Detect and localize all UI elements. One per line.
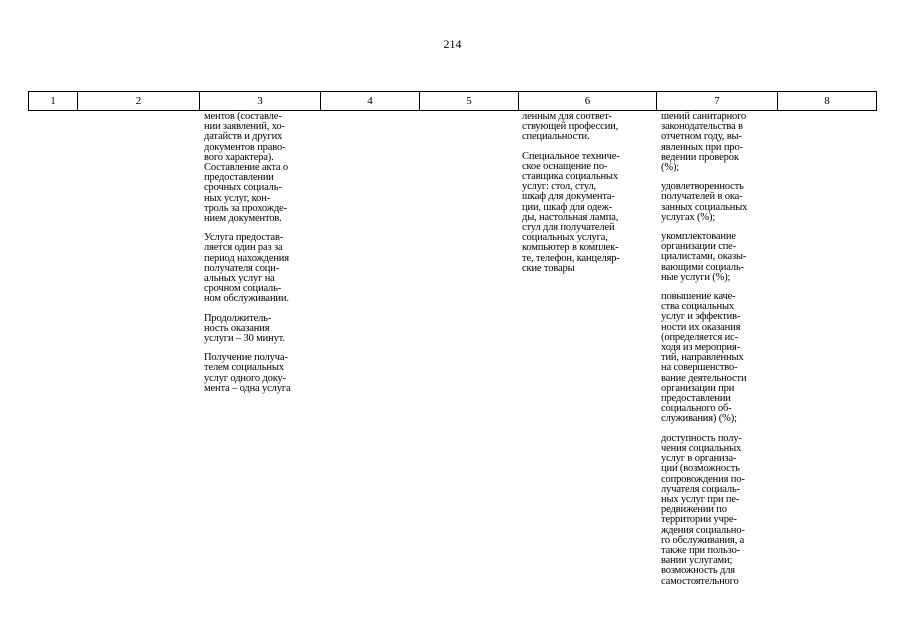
column-header-4: 4 (321, 92, 420, 110)
column-7-content (661, 112, 777, 596)
column-header-7: 7 (657, 92, 778, 110)
table-header-row (28, 91, 877, 111)
col7-paragraph: удовлетворенность получателей в ока- занных социальных услугах (%); (661, 181, 748, 223)
col3-paragraph: ментов (составле- нии заявлений, хо- датайств и других документов право- вого характера). Составление акта о предоставлении срочных социаль- ных услуг, кон- троль за прохожде- нием документов. (204, 111, 288, 225)
col6-paragraph: ленным для соответ- ствующей профессии, специальности. (522, 111, 619, 143)
column-header-8: 8 (824, 95, 830, 107)
col3-paragraph: Услуга предостав- ляется один раз за период нахождения получателя соци- альных услуг на срочном социаль- ном обслуживании. (204, 232, 289, 305)
col6-paragraph: Специальное техниче- ское оснащение по- ставщика социальных услуг: стол, стул, шкаф для документа- ции, шкаф для одеж- ды, настольная лампа, стул для получателей социальных услуга, компьютер в комплек- те, телефон, канцеляр- ские товары (522, 150, 620, 274)
column-header-1: 1 (29, 92, 78, 110)
col7-paragraph: доступность полу- чения социальных услуг в организа- ции (возможность сопровождения по- лучателя социаль- ных услуг при пе- редвижении по территории учре- ждения социально- го обслуживания, а также при пользо- вании услугами; возможность для самостоятельного (661, 432, 745, 587)
column-header-2: 2 (78, 92, 200, 110)
col7-paragraph: шений санитарного законодательства в отчетном году, вы- явленных при про- ведении проверок (%); (661, 111, 747, 174)
column-header-6: 6 (519, 92, 657, 110)
column-3-content (204, 112, 320, 403)
col3-paragraph: Продолжитель- ность оказания услуги – 30 минут. (204, 312, 285, 345)
column-header-5: 5 (420, 92, 519, 110)
col3-paragraph: Получение получа- телем социальных услуг одного доку- мента – одна услуга (204, 352, 291, 394)
column-header-3: 3 (200, 92, 321, 110)
col7-paragraph: повышение каче- ства социальных услуг и эффектив- ности их оказания (определяется ис- ходя из мероприя- тий, направленных на совершенство- вание деятельности организации при предоставлении социального об- служивания) (%); (661, 291, 747, 425)
col7-paragraph: укомплектование организации спе- циалистами, оказы- вающими социаль- ные услуги (%); (661, 231, 747, 283)
column-6-content (522, 112, 656, 283)
page-number: 214 (443, 37, 462, 51)
